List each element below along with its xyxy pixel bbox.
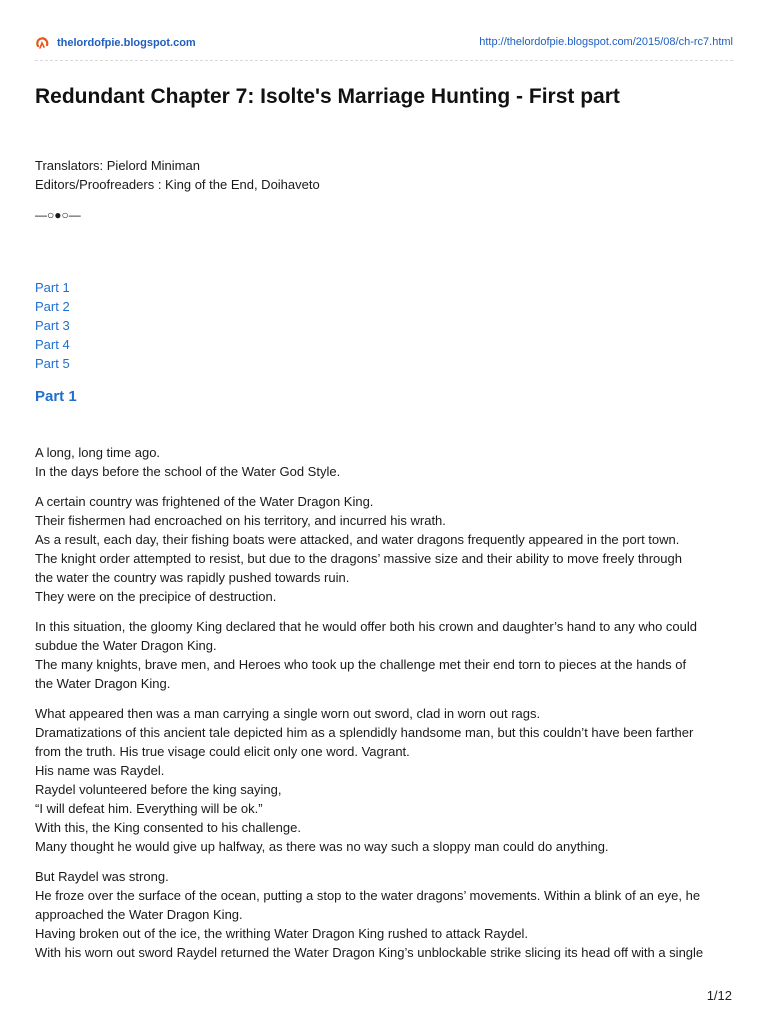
text-line: “I will defeat him. Everything will be ok.”	[35, 801, 263, 816]
text-line: the Water Dragon King.	[35, 676, 171, 691]
text-line: Their fishermen had encroached on his territory, and incurred his wrath.	[35, 513, 446, 528]
toc-link-part-4[interactable]: Part 4	[35, 337, 70, 352]
text-line: His name was Raydel.	[35, 763, 165, 778]
paragraph	[35, 443, 735, 481]
text-line: They were on the precipice of destruction.	[35, 589, 277, 604]
paragraph	[35, 704, 735, 856]
page-header	[35, 36, 733, 54]
toc-link-part-2[interactable]: Part 2	[35, 299, 70, 314]
text-line: Having broken out of the ice, the writhing Water Dragon King rushed to attack Raydel.	[35, 926, 529, 941]
text-line: A long, long time ago.	[35, 445, 161, 460]
header-divider	[35, 60, 733, 61]
text-line: What appeared then was a man carrying a single worn out sword, clad in worn out rags.	[35, 706, 541, 721]
toc-link-part-1[interactable]: Part 1	[35, 280, 70, 295]
paragraph	[35, 617, 735, 693]
text-line: the water the country was rapidly pushed towards ruin.	[35, 570, 350, 585]
text-line: The many knights, brave men, and Heroes who took up the challenge met their end torn to pieces at the hands of	[35, 657, 687, 672]
text-line: Many thought he would give up halfway, as there was no way such a sloppy man could do anything.	[35, 839, 609, 854]
paragraph	[35, 492, 735, 606]
section-heading-part-1: Part 1	[35, 388, 77, 405]
text-line: Raydel volunteered before the king saying,	[35, 782, 282, 797]
translators-line: Translators: Pielord Miniman	[35, 158, 200, 173]
toc-link-part-5[interactable]: Part 5	[35, 356, 70, 371]
text-line: A certain country was frightened of the Water Dragon King.	[35, 494, 374, 509]
page-url-link[interactable]: http://thelordofpie.blogspot.com/2015/08/ch-rc7.html	[479, 36, 733, 48]
text-line: He froze over the surface of the ocean, putting a stop to the water dragons’ movements. Within a blink of an eye, he	[35, 888, 701, 903]
text-line: approached the Water Dragon King.	[35, 907, 243, 922]
editors-line: Editors/Proofreaders : King of the End, Doihaveto	[35, 177, 320, 192]
site-name-link[interactable]: thelordofpie.blogspot.com	[57, 37, 196, 49]
section-ornament: —○●○—	[35, 208, 81, 222]
text-line: In the days before the school of the Water God Style.	[35, 464, 341, 479]
text-line: With this, the King consented to his challenge.	[35, 820, 301, 835]
site-branding[interactable]	[35, 36, 196, 50]
page-number: 1/12	[706, 988, 732, 1003]
text-line: Dramatizations of this ancient tale depicted him as a splendidly handsome man, but this couldn’t have been farther	[35, 725, 694, 740]
text-line: But Raydel was strong.	[35, 869, 169, 884]
text-line: from the truth. His true visage could elicit only one word. Vagrant.	[35, 744, 410, 759]
chapter-body	[35, 443, 735, 973]
blogger-logo-icon	[35, 36, 51, 50]
paragraph	[35, 867, 735, 962]
text-line: As a result, each day, their fishing boats were attacked, and water dragons frequently appeared in the port town.	[35, 532, 680, 547]
table-of-contents	[35, 278, 70, 373]
text-line: With his worn out sword Raydel returned the Water Dragon King’s unblockable strike slicing its head off with a single	[35, 945, 704, 960]
page-title: Redundant Chapter 7: Isolte's Marriage Hunting - First part	[35, 85, 620, 108]
text-line: In this situation, the gloomy King declared that he would offer both his crown and daughter’s hand to any who could	[35, 619, 697, 634]
text-line: The knight order attempted to resist, but due to the dragons’ massive size and their ability to move freely through	[35, 551, 682, 566]
credits-block	[35, 156, 320, 194]
toc-link-part-3[interactable]: Part 3	[35, 318, 70, 333]
text-line: subdue the Water Dragon King.	[35, 638, 217, 653]
